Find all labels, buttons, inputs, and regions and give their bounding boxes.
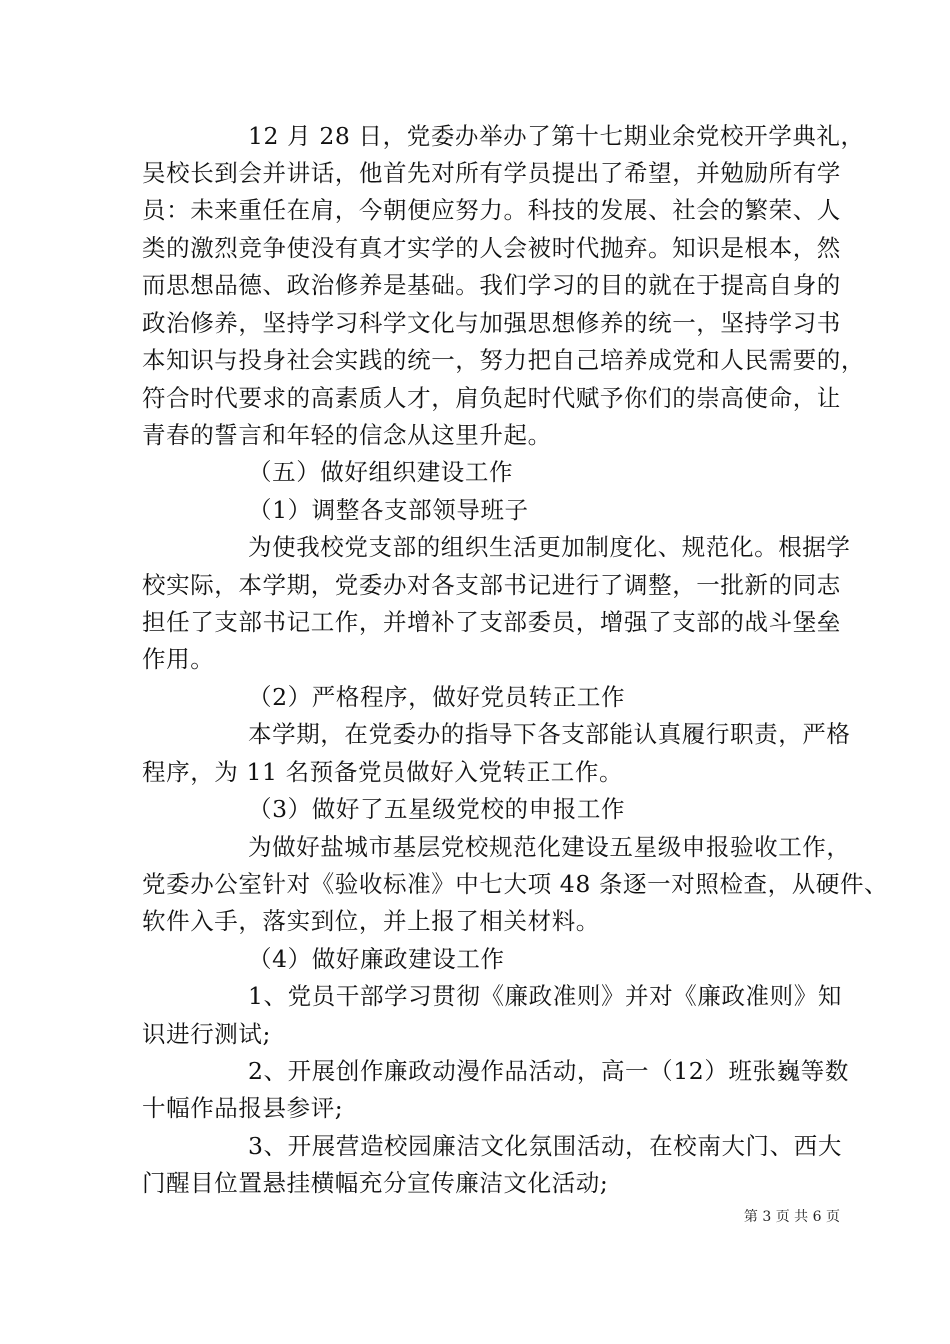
page-number: 第 3 页 共 6 页 [743,1209,840,1225]
section-heading: （五）做好组织建设工作 [248,458,514,486]
paragraph-line: 程序，为 11 名预备党员做好入党转正工作。 [142,758,624,786]
paragraph-line: 为做好盐城市基层党校规范化建设五星级申报验收工作， [248,833,851,861]
paragraph-line: 吴校长到会并讲话，他首先对所有学员提出了希望，并勉励所有学 [142,159,841,187]
paragraph-line: 类的激烈竞争使没有真才实学的人会被时代抛弃。知识是根本，然 [142,234,841,262]
list-item-line: 2、开展创作廉政动漫作品活动，高一（12）班张巍等数 [248,1057,849,1085]
paragraph-line: 担任了支部书记工作，并增补了支部委员，增强了支部的战斗堡垒 [142,608,841,636]
paragraph-line: 为使我校党支部的组织生活更加制度化、规范化。根据学 [248,533,851,561]
paragraph-line: 本学期，在党委办的指导下各支部能认真履行职责，严格 [248,720,851,748]
list-item-line: 门醒目位置悬挂横幅充分宣传廉洁文化活动; [142,1169,609,1197]
sub-heading: （2）严格程序，做好党员转正工作 [248,683,626,711]
paragraph-line: 政治修养，坚持学习科学文化与加强思想修养的统一，坚持学习书 [142,309,841,337]
paragraph-line: 软件入手，落实到位，并上报了相关材料。 [142,907,600,935]
paragraph-line: 而思想品德、政治修养是基础。我们学习的目的就在于提高自身的 [142,271,841,299]
paragraph-line: 符合时代要求的高素质人才，肩负起时代赋予你们的崇高使命，让 [142,384,841,412]
paragraph-line: 党委办公室针对《验收标准》中七大项 48 条逐一对照检查，从硬件、 [142,870,889,898]
list-item-line: 识进行测试; [142,1020,272,1048]
sub-heading: （3）做好了五星级党校的申报工作 [248,795,626,823]
sub-heading: （1）调整各支部领导班子 [248,496,529,524]
paragraph-line: 员：未来重任在肩，今朝便应努力。科技的发展、社会的繁荣、人 [142,196,841,224]
paragraph-line: 校实际，本学期，党委办对各支部书记进行了调整，一批新的同志 [142,571,841,599]
paragraph-line: 作用。 [142,645,215,673]
paragraph-line: 青春的誓言和年轻的信念从这里升起。 [142,421,552,449]
list-item-line: 3、开展营造校园廉洁文化氛围活动，在校南大门、西大 [248,1132,842,1160]
list-item-line: 十幅作品报县参评; [142,1094,344,1122]
paragraph-line: 12 月 28 日，党委办举办了第十七期业余党校开学典礼， [248,122,865,150]
list-item-line: 1、党员干部学习贯彻《廉政准则》并对《廉政准则》知 [248,982,842,1010]
paragraph-line: 本知识与投身社会实践的统一，努力把自己培养成党和人民需要的， [142,346,865,374]
sub-heading: （4）做好廉政建设工作 [248,945,505,973]
